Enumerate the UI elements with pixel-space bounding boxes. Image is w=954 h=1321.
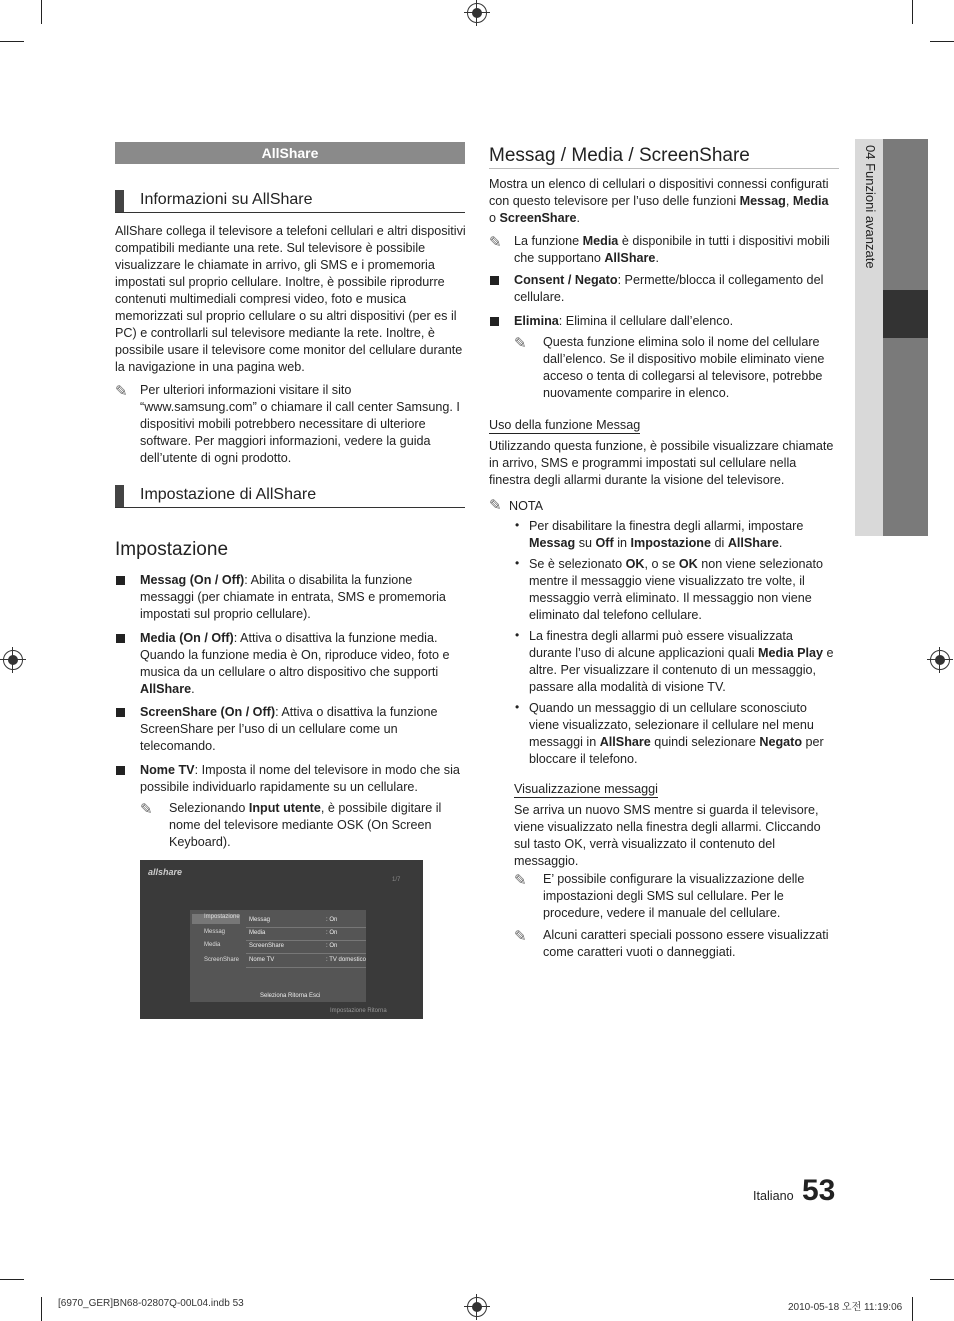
crop-mark xyxy=(0,41,24,42)
menu-row[interactable]: Messag : On xyxy=(246,914,366,928)
page-number: 53 xyxy=(802,1174,836,1207)
bullet-square xyxy=(490,317,499,326)
note-text: Alcuni caratteri speciali possono essere visualizzati come caratteri vuoti o danneggiati. xyxy=(543,928,829,959)
section-title: Impostazione xyxy=(115,539,229,560)
note-pencil-icon: ✎ xyxy=(140,801,153,818)
bullet-square xyxy=(490,276,499,285)
note-pencil-icon: ✎ xyxy=(514,872,527,889)
list-item: Consent / Negato: Permette/blocca il collegamento del cellulare. xyxy=(514,273,824,304)
menu-side-item[interactable]: Impostazione xyxy=(192,914,240,924)
paragraph: Mostra un elenco di cellulari o dispositivi connessi configurati con questo televisore per l’uso delle funzioni Messag, Media o ScreenShare. xyxy=(489,177,829,225)
note-pencil-icon: ✎ xyxy=(489,497,502,514)
allshare-logo: allshare xyxy=(148,867,183,877)
note-pencil-icon: ✎ xyxy=(489,234,502,251)
menu-side-item[interactable]: ScreenShare xyxy=(204,957,240,963)
tv-screenshot xyxy=(140,860,423,1019)
note-text: Questa funzione elimina solo il nome del cellulare dall’elenco. Se il dispositivo mobile eliminato viene acceso o tenta di collegarsi al televisore, potrebbe nuovamente comparire in elenco. xyxy=(543,335,825,400)
paragraph: Se arriva un nuovo SMS mentre si guarda il televisore, viene visualizzato nella finestra degli allarmi. Cliccando sul tasto OK, verrà visualizzato il contenuto del messaggio. xyxy=(514,803,821,868)
list-item: ScreenShare (On / Off): Attiva o disattiva la funzione ScreenShare per l’uso di un cellulare come un telecomando. xyxy=(140,705,438,753)
list-item: Elimina: Elimina il cellulare dall’elenco. xyxy=(514,314,734,328)
menu-footer: Seleziona Ritorna Esci xyxy=(260,993,321,999)
section-title: Messag / Media / ScreenShare xyxy=(489,145,750,166)
note xyxy=(489,233,839,267)
chapter-tab-marker xyxy=(883,290,928,338)
menu-row[interactable]: ScreenShare : On xyxy=(246,940,366,954)
crop-mark xyxy=(41,1297,42,1321)
note-text: Selezionando Input utente, è possibile digitare il nome del televisore mediante OSK (On Screen Keyboard). xyxy=(169,801,442,849)
note xyxy=(514,927,839,961)
menu-side-item[interactable]: Media xyxy=(204,942,221,948)
subsection-heading: Uso della funzione Messag xyxy=(489,418,641,432)
bottom-bar: Impostazione Ritorna xyxy=(330,1008,387,1014)
subsection-heading: Visualizzazione messaggi xyxy=(514,782,658,796)
subheading-marker xyxy=(115,485,124,507)
print-date-info: 2010-05-18 오전 11:19:06 xyxy=(788,1302,903,1313)
bullet-dot: • xyxy=(515,556,520,570)
list-item: La finestra degli allarmi può essere visualizzata durante l’uso di alcune applicazioni quali Media Play e altre. Per visualizzare il contenuto di un messaggio, passare alla modalità di visione TV. xyxy=(529,629,834,694)
menu-side-item[interactable]: Messag xyxy=(204,929,226,935)
crop-mark xyxy=(930,1279,954,1280)
note xyxy=(489,496,543,515)
bullet-square xyxy=(116,634,125,643)
crop-mark xyxy=(912,1297,913,1321)
registration-mark-icon xyxy=(467,1297,487,1317)
note xyxy=(514,334,839,402)
crop-mark xyxy=(930,41,954,42)
menu-row[interactable]: Media : On xyxy=(246,927,366,941)
section-bar: AllShare xyxy=(115,142,465,164)
bullet-dot: • xyxy=(515,700,520,714)
note-text: La funzione Media è disponibile in tutti i dispositivi mobili che supportano AllShare. xyxy=(514,234,830,265)
note xyxy=(140,800,460,851)
language-label: Italiano xyxy=(753,1189,794,1203)
section-title-wrap xyxy=(489,145,839,169)
note-text: Per ulteriori informazioni visitare il sito “www.samsung.com” o chiamare il call center Samsung. I dispositivi mobili potrebbero necessitare di ulteriore software. Per maggiori informazioni, vedere la guida dell’utente di ogni prodotto. xyxy=(140,383,460,465)
bullet-square xyxy=(116,708,125,717)
menu-row[interactable]: Nome TV : TV domestico xyxy=(246,954,366,968)
crop-mark xyxy=(0,1279,24,1280)
list-item: Nome TV: Imposta il nome del televisore in modo che sia possibile individuarlo rapidamente su un cellulare. xyxy=(140,763,460,794)
chapter-tab-label: 04 Funzioni avanzate xyxy=(863,145,878,269)
note-pencil-icon: ✎ xyxy=(115,383,128,400)
list-item: Messag (On / Off): Abilita o disabilita la funzione messaggi (per chiamate in entrata, SMS e promemoria impostati sul proprio cellulare). xyxy=(140,573,446,621)
bullet-square xyxy=(116,576,125,585)
note xyxy=(514,871,839,922)
list-item: Se è selezionato OK, o se OK non viene selezionato mentre il messaggio viene visualizzato tre volte, il messaggio verrà eliminato. Il messaggio non viene eliminato dal telefono cellulare. xyxy=(529,557,824,622)
list-item: Media (On / Off): Attiva o disattiva la funzione media. Quando la funzione media è On, riproduce video, foto e musica da un cellulare o altro dispositivo che supporti AllShare. xyxy=(140,631,450,696)
registration-mark-icon xyxy=(3,650,23,670)
note-pencil-icon: ✎ xyxy=(514,335,527,352)
crop-mark xyxy=(912,0,913,24)
registration-mark-icon xyxy=(930,650,950,670)
subheading-text: Impostazione di AllShare xyxy=(140,486,317,503)
paragraph: AllShare collega il televisore a telefoni cellulari e altri dispositivi compatibili mediante una rete. Sul televisore è possibile visualizzare le chiamate in arrivo, gli SMS e i promemoria impostati sul proprio cellulare. Inoltre, è possibile riprodurre contenuti multimediali compresi video, foto e musica memorizzati sul proprio cellulare o su altri dispositivi (per es il PC) e controllarli sul televisore mediante la rete. Inoltre, è possibile usare il televisore come monitor del cellulare durante la navigazione in una pagina web. xyxy=(115,224,466,374)
subheading-marker xyxy=(115,190,124,212)
paragraph: Utilizzando questa funzione, è possibile visualizzare chiamate in arrivo, SMS e programmi impostati sul cellulare nella finestra degli allarmi durante la visione del televisore. xyxy=(489,439,834,487)
bullet-square xyxy=(116,766,125,775)
subheading xyxy=(115,485,465,508)
crop-mark xyxy=(41,0,42,24)
bullet-dot: • xyxy=(515,628,520,642)
bullet-dot: • xyxy=(515,518,520,532)
note-label: NOTA xyxy=(509,499,544,513)
registration-mark-icon xyxy=(467,3,487,23)
page-indicator: 1/7 xyxy=(392,877,401,883)
print-file-info: [6970_GER]BN68-02807Q-00L04.indb 53 xyxy=(58,1298,244,1309)
list-item: Quando un messaggio di un cellulare sconosciuto viene visualizzato, selezionare il cellulare nel menu messaggi in AllShare quindi selezionare Negato per bloccare il telefono. xyxy=(529,701,824,766)
note xyxy=(115,382,465,467)
note-text: E’ possibile configurare la visualizzazione delle impostazioni degli SMS sul cellulare. Per le procedure, vedere il manuale del cellulare. xyxy=(543,872,805,920)
subheading xyxy=(115,190,465,213)
note-pencil-icon: ✎ xyxy=(514,928,527,945)
settings-menu xyxy=(190,910,366,1002)
list-item: Per disabilitare la finestra degli allarmi, impostare Messag su Off in Impostazione di AllShare. xyxy=(529,519,804,550)
subheading-text: Informazioni su AllShare xyxy=(140,191,313,208)
